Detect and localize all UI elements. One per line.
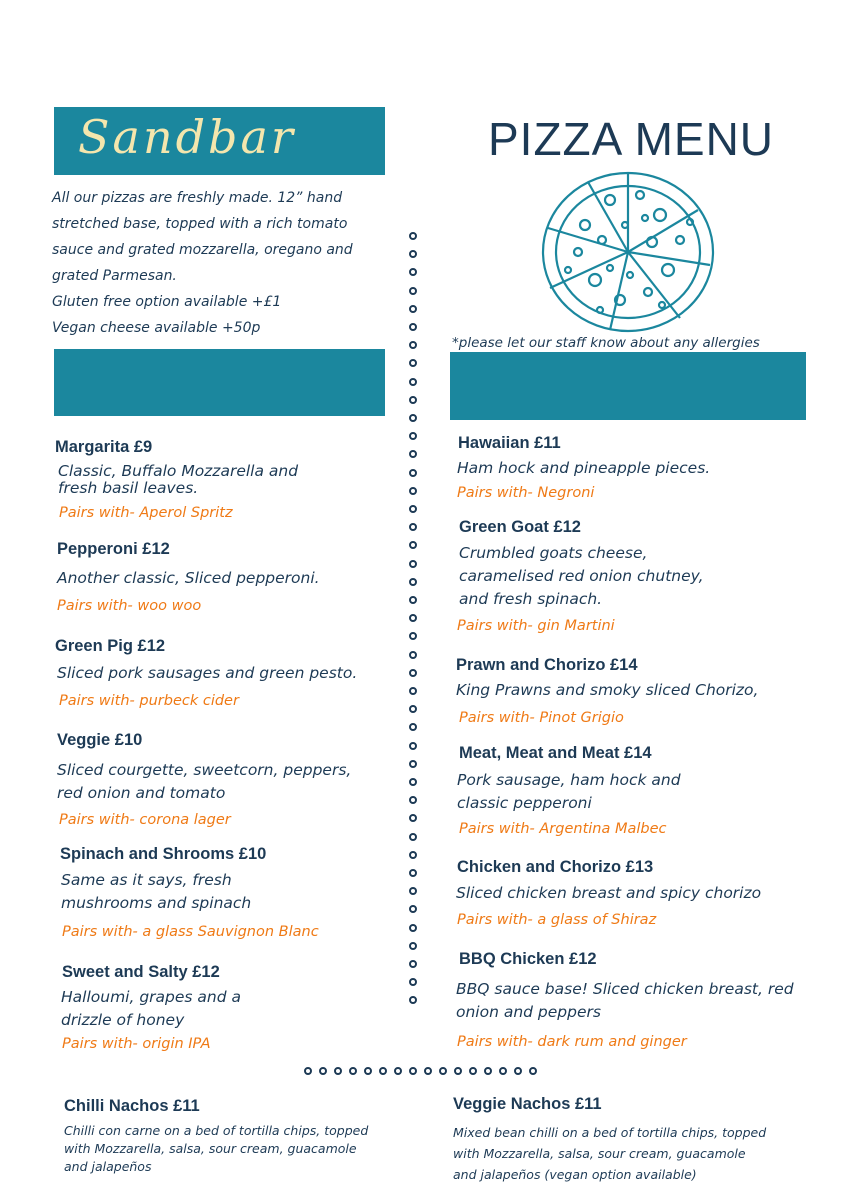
- menu-item-pairing: Pairs with- dark rum and ginger: [457, 1034, 687, 1050]
- menu-item-desc: Pork sausage, ham hock and: [457, 771, 681, 789]
- menu-item-pairing: Pairs with- gin Martini: [457, 618, 615, 634]
- divider-dot: [514, 1067, 522, 1075]
- divider-dot: [409, 378, 417, 386]
- menu-item-desc: BBQ sauce base! Sliced chicken breast, red: [456, 980, 794, 998]
- allergy-note: *please let our staff know about any allergies: [452, 335, 760, 351]
- menu-item-desc: Halloumi, grapes and a: [61, 988, 242, 1006]
- menu-item-pairing: Pairs with- a glass Sauvignon Blanc: [62, 924, 319, 940]
- divider-dot: [409, 541, 417, 549]
- menu-item-desc: red onion and tomato: [57, 784, 226, 802]
- intro-line: All our pizzas are freshly made. 12” hand: [52, 190, 343, 206]
- logo-text: Sandbar: [78, 110, 296, 164]
- divider-dot: [409, 232, 417, 240]
- menu-item-pairing: Pairs with- Pinot Grigio: [459, 710, 624, 726]
- divider-dot: [409, 578, 417, 586]
- divider-dot: [469, 1067, 477, 1075]
- divider-dot: [409, 996, 417, 1004]
- divider-dot: [409, 632, 417, 640]
- divider-dot: [409, 978, 417, 986]
- nachos-item-desc: with Mozzarella, salsa, sour cream, guacamole: [453, 1146, 746, 1161]
- divider-dot: [529, 1067, 537, 1075]
- divider-dot: [409, 505, 417, 513]
- divider-dot: [319, 1067, 327, 1075]
- menu-item-desc: mushrooms and spinach: [61, 894, 252, 912]
- menu-item-desc: Same as it says, fresh: [61, 871, 232, 889]
- divider-dot: [409, 268, 417, 276]
- menu-item-name: Hawaiian £11: [458, 434, 561, 452]
- menu-item-desc: classic pepperoni: [457, 794, 592, 812]
- divider-dot: [409, 287, 417, 295]
- divider-dot: [409, 778, 417, 786]
- divider-dot: [409, 942, 417, 950]
- divider-dot: [364, 1067, 372, 1075]
- divider-dot: [409, 924, 417, 932]
- divider-dot: [454, 1067, 462, 1075]
- nachos-item-desc: Chilli con carne on a bed of tortilla chips, topped: [64, 1123, 369, 1138]
- menu-item-desc: Sliced chicken breast and spicy chorizo: [456, 884, 762, 902]
- divider-dot: [409, 905, 417, 913]
- divider-dot: [409, 760, 417, 768]
- divider-dot: [409, 396, 417, 404]
- divider-dot: [409, 305, 417, 313]
- intro-line: sauce and grated mozzarella, oregano and: [52, 242, 353, 258]
- menu-item-desc: Sliced pork sausages and green pesto.: [57, 664, 358, 682]
- divider-dot: [409, 669, 417, 677]
- divider-dot: [334, 1067, 342, 1075]
- menu-item-desc: drizzle of honey: [61, 1011, 185, 1029]
- right-section-bar: [450, 352, 806, 420]
- menu-item-desc: Sliced courgette, sweetcorn, peppers,: [57, 761, 352, 779]
- divider-dot: [409, 851, 417, 859]
- nachos-item-desc: and jalapeños: [64, 1159, 152, 1174]
- menu-item-pairing: Pairs with- corona lager: [59, 812, 231, 828]
- nachos-item-desc: and jalapeños (vegan option available): [453, 1167, 697, 1182]
- divider-dot: [409, 560, 417, 568]
- menu-item-desc: Another classic, Sliced pepperoni.: [57, 569, 320, 587]
- menu-item-pairing: Pairs with- Negroni: [457, 485, 595, 501]
- left-section-bar: [54, 349, 385, 416]
- menu-item-name: Margarita £9: [55, 438, 153, 456]
- divider-dot: [409, 960, 417, 968]
- divider-dot: [409, 450, 417, 458]
- gluten-free-note: Gluten free option available +£1: [52, 294, 282, 310]
- divider-dot: [409, 323, 417, 331]
- menu-item-name: Chicken and Chorizo £13: [457, 858, 654, 876]
- divider-dot: [409, 814, 417, 822]
- menu-item-name: Veggie £10: [57, 731, 143, 749]
- menu-item-desc: Classic, Buffalo Mozzarella and: [58, 462, 299, 480]
- menu-item-pairing: Pairs with- a glass of Shiraz: [457, 912, 657, 928]
- divider-dot: [409, 432, 417, 440]
- menu-item-pairing: Pairs with- purbeck cider: [59, 693, 239, 709]
- menu-item-name: Sweet and Salty £12: [62, 963, 220, 981]
- menu-item-pairing: Pairs with- origin IPA: [62, 1036, 211, 1052]
- divider-dot: [409, 469, 417, 477]
- divider-dot: [439, 1067, 447, 1075]
- nachos-item-name: Veggie Nachos £11: [453, 1095, 602, 1113]
- menu-item-name: BBQ Chicken £12: [459, 950, 597, 968]
- menu-item-pairing: Pairs with- woo woo: [57, 598, 202, 614]
- divider-dot: [409, 523, 417, 531]
- divider-dot: [484, 1067, 492, 1075]
- divider-dot: [409, 359, 417, 367]
- divider-dot: [409, 487, 417, 495]
- intro-line: grated Parmesan.: [52, 268, 177, 284]
- divider-dot: [409, 687, 417, 695]
- divider-dot: [409, 833, 417, 841]
- nachos-item-desc: with Mozzarella, salsa, sour cream, guacamole: [64, 1141, 357, 1156]
- divider-dot: [409, 742, 417, 750]
- intro-line: stretched base, topped with a rich tomato: [52, 216, 348, 232]
- menu-item-desc: Ham hock and pineapple pieces.: [457, 459, 711, 477]
- divider-dot: [409, 596, 417, 604]
- divider-dot: [409, 869, 417, 877]
- menu-item-name: Green Pig £12: [55, 637, 166, 655]
- nachos-item-name: Chilli Nachos £11: [64, 1097, 200, 1115]
- divider-dot: [499, 1067, 507, 1075]
- page-title: PIZZA MENU: [488, 113, 775, 165]
- menu-item-name: Green Goat £12: [459, 518, 581, 536]
- menu-item-desc: caramelised red onion chutney,: [459, 567, 704, 585]
- menu-item-name: Spinach and Shrooms £10: [60, 845, 267, 863]
- divider-dot: [409, 1067, 417, 1075]
- vegan-cheese-note: Vegan cheese available +50p: [52, 320, 261, 336]
- divider-dot: [409, 250, 417, 258]
- menu-item-desc: fresh basil leaves.: [58, 479, 199, 497]
- divider-dot: [394, 1067, 402, 1075]
- pizza-icon: [540, 170, 716, 334]
- divider-dot: [349, 1067, 357, 1075]
- divider-dot: [424, 1067, 432, 1075]
- menu-item-desc: and fresh spinach.: [459, 590, 603, 608]
- menu-item-desc: onion and peppers: [456, 1003, 601, 1021]
- menu-item-desc: King Prawns and smoky sliced Chorizo,: [456, 681, 759, 699]
- divider-dot: [409, 614, 417, 622]
- menu-item-name: Pepperoni £12: [57, 540, 170, 558]
- menu-item-name: Prawn and Chorizo £14: [456, 656, 638, 674]
- divider-dot: [409, 796, 417, 804]
- menu-item-name: Meat, Meat and Meat £14: [459, 744, 652, 762]
- divider-dot: [409, 723, 417, 731]
- divider-dot: [409, 341, 417, 349]
- divider-dot: [379, 1067, 387, 1075]
- menu-item-desc: Crumbled goats cheese,: [459, 544, 648, 562]
- divider-dot: [409, 414, 417, 422]
- divider-dot: [304, 1067, 312, 1075]
- menu-item-pairing: Pairs with- Argentina Malbec: [459, 821, 667, 837]
- menu-item-pairing: Pairs with- Aperol Spritz: [59, 505, 233, 521]
- divider-dot: [409, 651, 417, 659]
- divider-dot: [409, 705, 417, 713]
- nachos-item-desc: Mixed bean chilli on a bed of tortilla chips, topped: [453, 1125, 767, 1140]
- divider-dot: [409, 887, 417, 895]
